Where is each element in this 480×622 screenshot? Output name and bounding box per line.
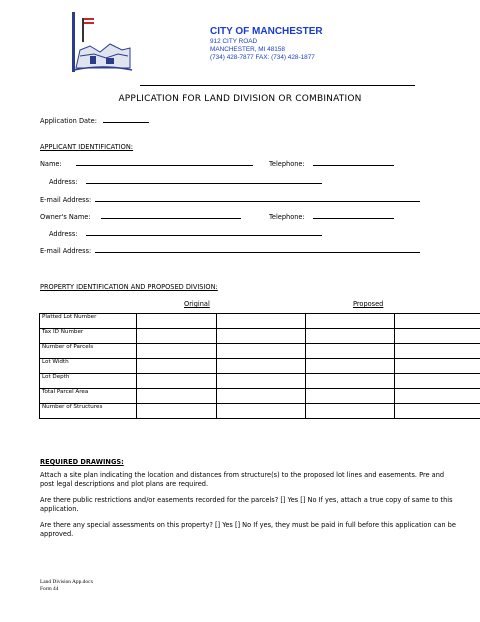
table-cell[interactable] xyxy=(306,314,395,329)
row-label: Tax ID Number xyxy=(40,329,137,344)
telephone-row xyxy=(269,159,394,168)
address-line-2: MANCHESTER, MI 48158 xyxy=(210,46,285,53)
row-label: Lot Depth xyxy=(40,374,137,389)
table-cell[interactable] xyxy=(395,329,480,344)
table-cell[interactable] xyxy=(217,359,306,374)
table-cell[interactable] xyxy=(306,329,395,344)
footer-filename: Land Division App.docx xyxy=(40,579,94,585)
table-row xyxy=(40,374,480,389)
email-row xyxy=(40,195,420,204)
city-logo xyxy=(66,10,136,76)
row-label: Total Parcel Area xyxy=(40,389,137,404)
row-label: Platted Lot Number xyxy=(40,314,137,329)
table-row xyxy=(40,329,480,344)
table-cell[interactable] xyxy=(137,374,217,389)
drawings-paragraph-3: Are there any special assessments on this property? [] Yes [] No If yes, they must be paid in full before this application can be approved. xyxy=(40,521,456,538)
footer-form-number: Form 44 xyxy=(40,586,59,592)
telephone-label: Telephone: xyxy=(269,160,305,168)
table-row xyxy=(40,404,480,419)
row-label: Number of Structures xyxy=(40,404,137,419)
col-original-header: Original xyxy=(184,300,210,308)
table-cell[interactable] xyxy=(217,329,306,344)
drawings-paragraph-2: Are there public restrictions and/or easements recorded for the parcels? [] Yes [] No If yes, attach a true copy of same to this application. xyxy=(40,496,453,513)
form-title: APPLICATION FOR LAND DIVISION OR COMBINATION xyxy=(118,94,362,104)
table-cell[interactable] xyxy=(217,374,306,389)
table-row xyxy=(40,389,480,404)
table-cell[interactable] xyxy=(395,374,480,389)
name-row xyxy=(40,159,253,168)
owner-address-label: Address: xyxy=(49,230,78,238)
table-cell[interactable] xyxy=(217,389,306,404)
table-cell[interactable] xyxy=(306,404,395,419)
table-cell[interactable] xyxy=(137,404,217,419)
table-cell[interactable] xyxy=(306,344,395,359)
drawings-heading: REQUIRED DRAWINGS: xyxy=(40,458,124,466)
table-cell[interactable] xyxy=(137,314,217,329)
table-cell[interactable] xyxy=(137,359,217,374)
drawings-paragraph-1: Attach a site plan indicating the location and distances from structure(s) to the proposed lot lines and easements. Pre and post legal descriptions and plot plans are required. xyxy=(40,471,445,488)
owner-address-row xyxy=(49,229,322,238)
owner-email-field[interactable] xyxy=(95,246,420,253)
application-date-field[interactable] xyxy=(103,116,149,123)
owner-email-label: E-mail Address: xyxy=(40,247,92,255)
application-date-label: Application Date: xyxy=(40,117,97,125)
table-cell[interactable] xyxy=(395,404,480,419)
table-cell[interactable] xyxy=(217,344,306,359)
owner-telephone-label: Telephone: xyxy=(269,213,305,221)
table-row xyxy=(40,344,480,359)
row-label: Lot Width xyxy=(40,359,137,374)
table-cell[interactable] xyxy=(395,314,480,329)
owner-telephone-row xyxy=(269,212,394,221)
address-label: Address: xyxy=(49,178,78,186)
table-row xyxy=(40,359,480,374)
table-cell[interactable] xyxy=(217,314,306,329)
application-date-row xyxy=(40,116,149,125)
telephone-field[interactable] xyxy=(313,159,394,166)
table-cell[interactable] xyxy=(395,389,480,404)
table-cell[interactable] xyxy=(395,344,480,359)
table-row xyxy=(40,314,480,329)
address-line-1: 912 CITY ROAD xyxy=(210,38,258,45)
owner-name-field[interactable] xyxy=(101,212,241,219)
col-proposed-header: Proposed xyxy=(353,300,384,308)
email-field[interactable] xyxy=(95,195,420,202)
owner-email-row xyxy=(40,246,420,255)
phone-fax: (734) 428-7877 FAX: (734) 428-1877 xyxy=(210,54,315,61)
property-section-heading: PROPERTY IDENTIFICATION AND PROPOSED DIVISION: xyxy=(40,283,218,291)
table-cell[interactable] xyxy=(395,359,480,374)
property-table xyxy=(39,313,480,419)
owner-telephone-field[interactable] xyxy=(313,212,394,219)
owner-address-field[interactable] xyxy=(86,229,322,236)
table-cell[interactable] xyxy=(306,389,395,404)
name-field[interactable] xyxy=(76,159,253,166)
city-name: CITY OF MANCHESTER xyxy=(210,26,323,37)
address-field[interactable] xyxy=(86,177,322,184)
applicant-section-heading: APPLICANT IDENTIFICATION: xyxy=(40,143,134,151)
table-cell[interactable] xyxy=(137,329,217,344)
owner-name-label: Owner's Name: xyxy=(40,213,91,221)
owner-name-row xyxy=(40,212,241,221)
email-label: E-mail Address: xyxy=(40,196,92,204)
header-rule xyxy=(140,85,415,86)
table-cell[interactable] xyxy=(306,359,395,374)
table-cell[interactable] xyxy=(137,344,217,359)
row-label: Number of Parcels xyxy=(40,344,137,359)
name-label: Name: xyxy=(40,160,62,168)
table-cell[interactable] xyxy=(306,374,395,389)
table-cell[interactable] xyxy=(217,404,306,419)
address-row xyxy=(49,177,322,186)
table-cell[interactable] xyxy=(137,389,217,404)
